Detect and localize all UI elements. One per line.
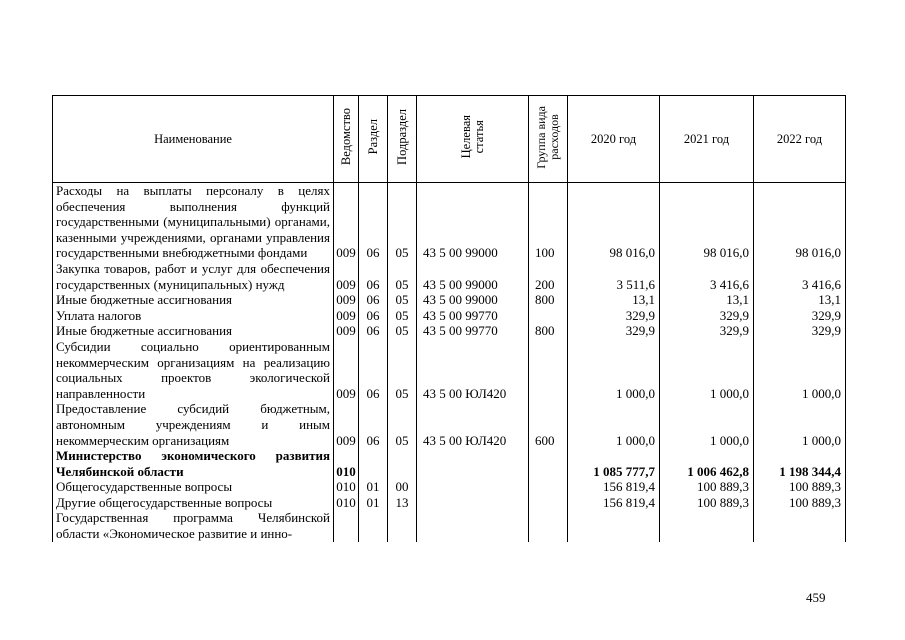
row-razdel: 06 [359, 292, 388, 308]
row-podrazdel: 05 [388, 292, 417, 308]
row-value-2020: 1 085 777,7 [568, 448, 660, 479]
row-gruppa [529, 339, 568, 401]
row-value-2021: 1 006 462,8 [660, 448, 754, 479]
row-value-2022: 329,9 [754, 323, 846, 339]
row-value-2022: 3 416,6 [754, 261, 846, 292]
row-value-2022: 1 000,0 [754, 339, 846, 401]
row-name: Иные бюджетные ассигнования [53, 292, 334, 308]
row-vedomstvo: 009 [334, 308, 359, 324]
row-value-2020: 1 000,0 [568, 339, 660, 401]
row-vedomstvo: 009 [334, 339, 359, 401]
row-statya: 43 5 00 99770 [417, 308, 529, 324]
row-podrazdel [388, 448, 417, 479]
row-value-2020: 98 016,0 [568, 183, 660, 261]
row-vedomstvo: 009 [334, 323, 359, 339]
row-vedomstvo [334, 510, 359, 541]
header-statya: Целевая статья [417, 96, 529, 183]
row-razdel: 06 [359, 261, 388, 292]
header-gruppa: Группа вида расходов [529, 96, 568, 183]
row-value-2022: 1 198 344,4 [754, 448, 846, 479]
row-value-2020: 13,1 [568, 292, 660, 308]
row-value-2021: 100 889,3 [660, 479, 754, 495]
row-value-2022 [754, 510, 846, 541]
row-statya [417, 510, 529, 541]
table-header [53, 96, 846, 183]
row-value-2021: 3 416,6 [660, 261, 754, 292]
row-podrazdel: 05 [388, 183, 417, 261]
row-value-2021: 329,9 [660, 323, 754, 339]
row-value-2021: 1 000,0 [660, 339, 754, 401]
row-gruppa: 100 [529, 183, 568, 261]
row-name: Иные бюджетные ассигнования [53, 323, 334, 339]
row-value-2020: 329,9 [568, 323, 660, 339]
table-row [53, 292, 846, 308]
header-name: Наименование [53, 96, 334, 183]
table-row [53, 339, 846, 401]
row-name: Министерство экономического развития Челябинской области [53, 448, 334, 479]
budget-table [52, 95, 846, 542]
row-podrazdel: 05 [388, 401, 417, 448]
row-value-2020: 3 511,6 [568, 261, 660, 292]
row-statya: 43 5 00 ЮЛ420 [417, 401, 529, 448]
table-row [53, 261, 846, 292]
row-value-2021: 98 016,0 [660, 183, 754, 261]
row-podrazdel: 05 [388, 339, 417, 401]
table-row [53, 183, 846, 261]
row-value-2021 [660, 510, 754, 541]
table-row [53, 323, 846, 339]
row-name: Субсидии социально ориентированным некоммерческим организациям на реализацию социальных проектов экологической направленности [53, 339, 334, 401]
row-gruppa: 200 [529, 261, 568, 292]
row-statya [417, 495, 529, 511]
row-razdel [359, 510, 388, 541]
row-value-2021: 100 889,3 [660, 495, 754, 511]
row-podrazdel: 05 [388, 261, 417, 292]
row-value-2022: 100 889,3 [754, 495, 846, 511]
row-value-2020: 156 819,4 [568, 495, 660, 511]
row-name: Предоставление субсидий бюджетным, автономным учреждениям и иным некоммерческим организациям [53, 401, 334, 448]
table-row [53, 448, 846, 479]
row-gruppa: 600 [529, 401, 568, 448]
row-podrazdel: 05 [388, 308, 417, 324]
row-razdel: 06 [359, 401, 388, 448]
row-value-2022: 13,1 [754, 292, 846, 308]
row-name: Закупка товаров, работ и услуг для обеспечения государственных (муниципальных) нужд [53, 261, 334, 292]
row-value-2022: 98 016,0 [754, 183, 846, 261]
row-statya: 43 5 00 ЮЛ420 [417, 339, 529, 401]
page-number: 459 [806, 590, 826, 605]
row-statya: 43 5 00 99000 [417, 183, 529, 261]
row-statya: 43 5 00 99770 [417, 323, 529, 339]
row-vedomstvo: 009 [334, 401, 359, 448]
row-gruppa [529, 510, 568, 541]
header-2021: 2021 год [660, 96, 754, 183]
table-row [53, 401, 846, 448]
row-razdel: 06 [359, 183, 388, 261]
row-gruppa [529, 448, 568, 479]
row-vedomstvo: 009 [334, 292, 359, 308]
header-razdel: Раздел [359, 96, 388, 183]
row-podrazdel: 05 [388, 323, 417, 339]
row-name: Уплата налогов [53, 308, 334, 324]
row-gruppa: 800 [529, 323, 568, 339]
row-value-2022: 329,9 [754, 308, 846, 324]
header-2020: 2020 год [568, 96, 660, 183]
table-row [53, 510, 846, 541]
row-name: Другие общегосударственные вопросы [53, 495, 334, 511]
row-razdel: 06 [359, 323, 388, 339]
header-2022: 2022 год [754, 96, 846, 183]
row-gruppa [529, 308, 568, 324]
row-podrazdel [388, 510, 417, 541]
row-gruppa: 800 [529, 292, 568, 308]
row-value-2020: 329,9 [568, 308, 660, 324]
row-vedomstvo: 010 [334, 448, 359, 479]
row-gruppa [529, 479, 568, 495]
row-value-2020: 156 819,4 [568, 479, 660, 495]
row-statya: 43 5 00 99000 [417, 292, 529, 308]
row-name: Государственная программа Челябинской области «Экономическое развитие и инно- [53, 510, 334, 541]
row-statya [417, 448, 529, 479]
row-gruppa [529, 495, 568, 511]
row-vedomstvo: 010 [334, 479, 359, 495]
row-value-2022: 1 000,0 [754, 401, 846, 448]
row-value-2021: 329,9 [660, 308, 754, 324]
header-vedomstvo: Ведомство [334, 96, 359, 183]
budget-table-sheet [52, 95, 845, 542]
row-value-2021: 13,1 [660, 292, 754, 308]
row-vedomstvo: 010 [334, 495, 359, 511]
row-vedomstvo: 009 [334, 183, 359, 261]
row-razdel: 06 [359, 308, 388, 324]
row-razdel: 01 [359, 495, 388, 511]
row-podrazdel: 00 [388, 479, 417, 495]
row-statya: 43 5 00 99000 [417, 261, 529, 292]
row-podrazdel: 13 [388, 495, 417, 511]
row-value-2022: 100 889,3 [754, 479, 846, 495]
row-value-2020: 1 000,0 [568, 401, 660, 448]
row-statya [417, 479, 529, 495]
table-body [53, 183, 846, 542]
row-razdel: 01 [359, 479, 388, 495]
table-row [53, 495, 846, 511]
row-value-2020 [568, 510, 660, 541]
row-name: Общегосударственные вопросы [53, 479, 334, 495]
row-razdel [359, 448, 388, 479]
table-row [53, 308, 846, 324]
header-podrazdel: Подраздел [388, 96, 417, 183]
row-name: Расходы на выплаты персоналу в целях обеспечения выполнения функций государственными (муниципальными) органами, казенными учреждениями, органами управления государственными внебюджетными фондами [53, 183, 334, 261]
row-vedomstvo: 009 [334, 261, 359, 292]
row-value-2021: 1 000,0 [660, 401, 754, 448]
table-row [53, 479, 846, 495]
row-razdel: 06 [359, 339, 388, 401]
